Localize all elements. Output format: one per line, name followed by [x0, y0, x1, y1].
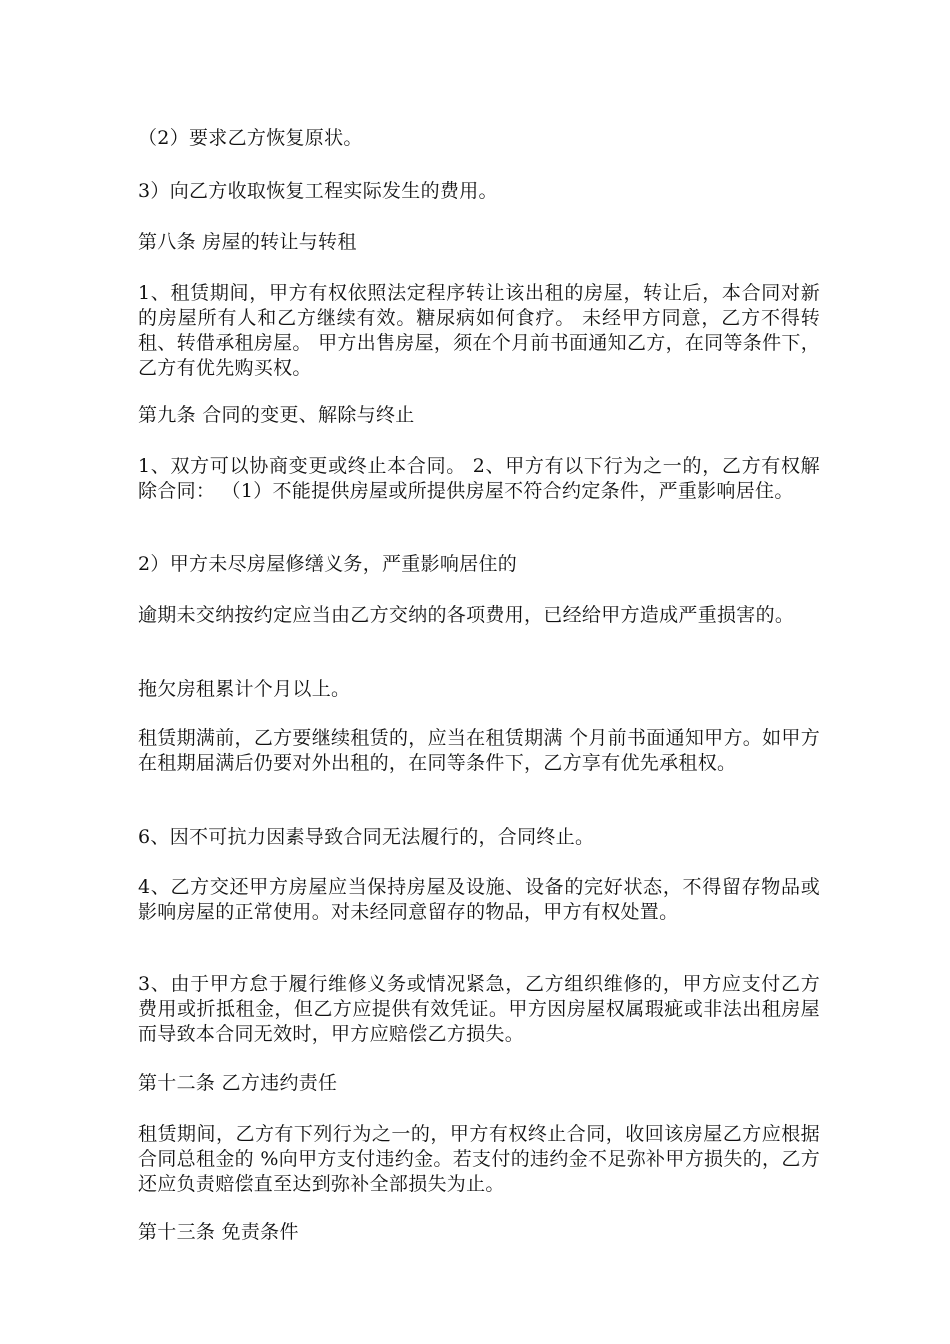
paragraph-transfer-sublease: 1、租赁期间，甲方有权依照法定程序转让该出租的房屋，转让后，本合同对新的房屋所有人和乙方继续有效。糖尿病如何食疗。 未经甲方同意，乙方不得转租、转借承租房屋。 甲方出售房屋，须在个月前书面通知乙方，在同等条件下，乙方有优先购买权。 [138, 282, 820, 379]
paragraph-restore-cost: 3）向乙方收取恢复工程实际发生的费用。 [138, 180, 498, 202]
paragraph-overdue-fees: 逾期未交纳按约定应当由乙方交纳的各项费用，已经给甲方造成严重损害的。 [138, 604, 795, 626]
paragraph-repair-duty: 2）甲方未尽房屋修缮义务，严重影响居住的 [138, 553, 518, 575]
paragraph-rent-arrears: 拖欠房租累计个月以上。 [138, 678, 351, 700]
paragraph-renewal: 租赁期满前，乙方要继续租赁的，应当在租赁期满 个月前书面通知甲方。如甲方在租期届满后仍要对外出租的，在同等条件下，乙方享有优先承租权。 [138, 727, 820, 774]
heading-article-8: 第八条 房屋的转让与转租 [138, 231, 357, 253]
heading-article-13: 第十三条 免责条件 [138, 1221, 299, 1243]
heading-article-12: 第十二条 乙方违约责任 [138, 1072, 338, 1094]
paragraph-tenant-liability: 租赁期间，乙方有下列行为之一的，甲方有权终止合同，收回该房屋乙方应根据合同总租金的 %向甲方支付违约金。若支付的违约金不足弥补甲方损失的，乙方还应负责赔偿直至达到弥补全部损失为止。 [138, 1123, 820, 1195]
paragraph-restore-original: （2）要求乙方恢复原状。 [138, 127, 363, 149]
heading-article-9: 第九条 合同的变更、解除与终止 [138, 404, 415, 426]
paragraph-force-majeure: 6、因不可抗力因素导致合同无法履行的，合同终止。 [138, 826, 595, 848]
paragraph-repair-compensation: 3、由于甲方怠于履行维修义务或情况紧急，乙方组织维修的，甲方应支付乙方费用或折抵租金，但乙方应提供有效凭证。甲方因房屋权属瑕疵或非法出租房屋而导致本合同无效时，甲方应赔偿乙方损失。 [138, 973, 820, 1045]
paragraph-return-house: 4、乙方交还甲方房屋应当保持房屋及设施、设备的完好状态，不得留存物品或影响房屋的正常使用。对未经同意留存的物品，甲方有权处置。 [138, 876, 820, 923]
paragraph-change-terminate: 1、双方可以协商变更或终止本合同。 2、甲方有以下行为之一的，乙方有权解除合同： （1）不能提供房屋或所提供房屋不符合约定条件，严重影响居住。 [138, 455, 820, 502]
